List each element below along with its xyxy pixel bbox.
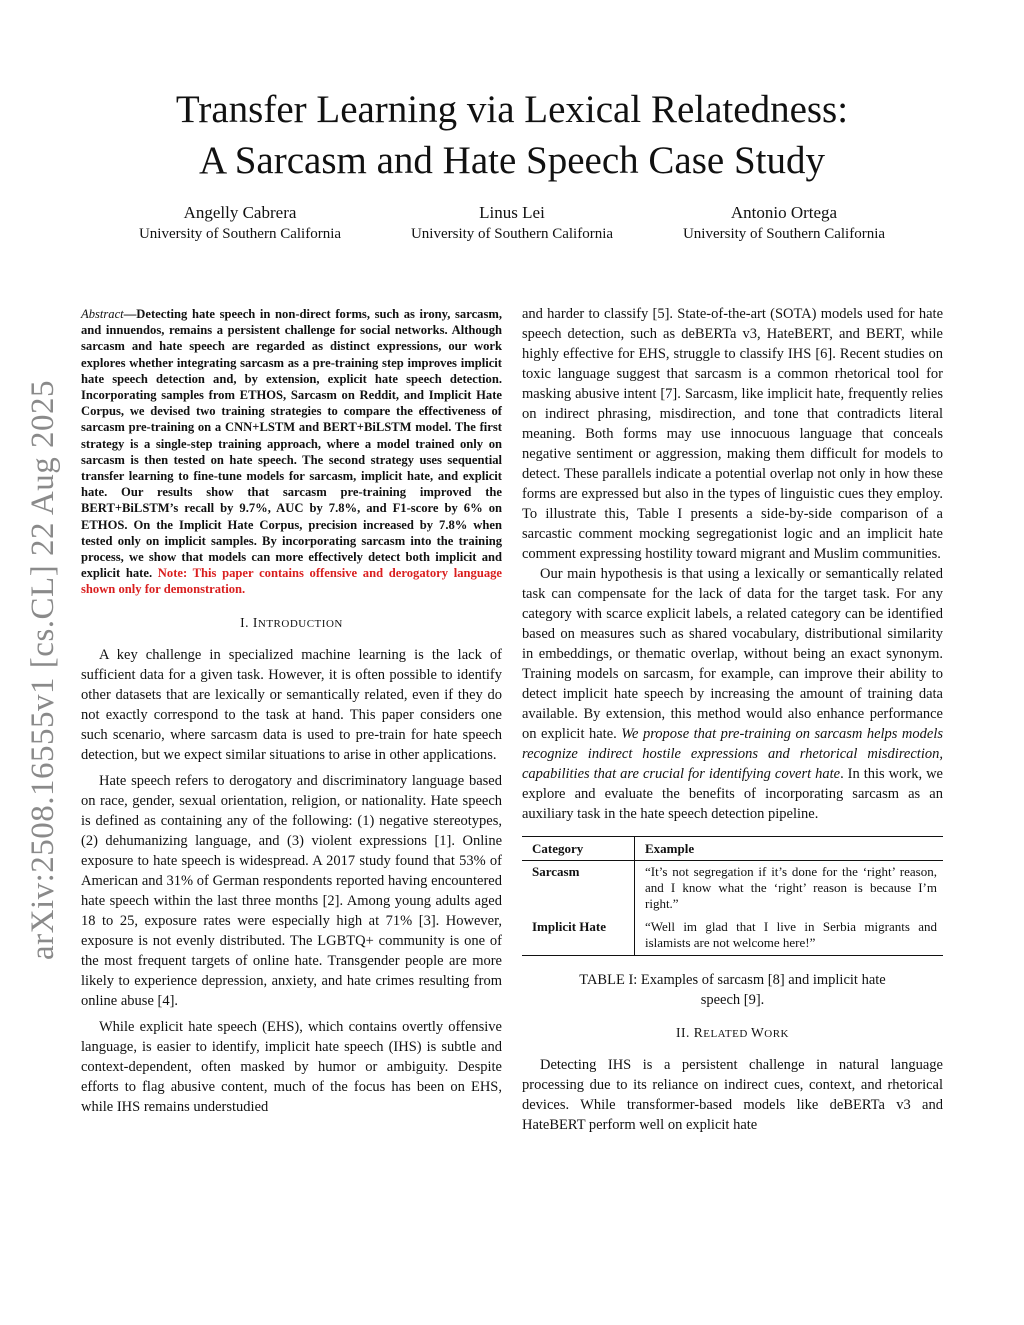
abstract: [81, 306, 502, 598]
table-cell-category: Implicit Hate: [522, 916, 635, 956]
author-name: Linus Lei: [479, 203, 545, 222]
title-line-1: Transfer Learning via Lexical Relatedness:: [175, 88, 849, 131]
author-affiliation: University of Southern California: [682, 226, 886, 242]
table-header-row: [522, 837, 943, 861]
examples-table: [522, 836, 943, 956]
table-caption: TABLE I: Examples of sarcasm [8] and implicit hate speech [9].: [579, 972, 886, 1008]
table-cell-category: Sarcasm: [532, 864, 580, 879]
abstract-body: —Detecting hate speech in non-direct forms, such as irony, sarcasm, and innuendos, remains a persistent challenge for social networks. Although sarcasm and hate speech are regarded as distinct expressions, our work explores whether integrating sarcasm as a pre-training step improves implicit hate speech detection and, by extension, explicit hate speech detection. Incorporating samples from ETHOS, Sarcasm on Reddit, and Implicit Hate Corpus, we devised two training strategies to compare the effectiveness of sarcasm pre-training on a CNN+LSTM and BERT+BiLSTM model. The first strategy is a single-step training approach, where a model trained only on sarcasm is then tested on hate speech. The second strategy uses sequential transfer learning to fine-tune models for sarcasm, implicit hate, and explicit hate. Our results show that sarcasm pre-training improved the BERT+BiLSTM’s recall by 9.7%, AUC by 7.8%, and F1-score by 6% on ETHOS. On the Implicit Hate Corpus, precision increased by 7.8% when tested only on implicit samples. By incorporating sarcasm into the training process, we show that models can more effectively detect both implicit and explicit hate.: [81, 307, 502, 581]
author-name: Antonio Ortega: [730, 203, 838, 222]
intro-paragraph-3: While explicit hate speech (EHS), which contains overtly offensive language, is easier to identify, implicit hate speech (IHS) is subtle and context-dependent, often masked by humor or ambiguity. Despite efforts to flag abusive content, much of the focus has been on EHS, while IHS remains understudied: [81, 1018, 502, 1115]
left-column: [81, 306, 502, 1117]
intro-paragraph-3-continued: and harder to classify [5]. State-of-the-art (SOTA) models used for hate speech detection, such as deBERTa v3, HateBERT, and BERT, while highly effective for EHS, struggle to classify IHS [6]. Recent studies on toxic language suggest that sarcasm is a common rhetorical tool for masking abusive intent [7]. Sarcasm, like implicit hate, frequently relies on indirect phrasing, misdirection, and tone that contradicts literal meaning. Both forms may use innocuous language that conceals negative sentiment or aggression, making them difficult for models to detect. These parallels indicate a potential overlap not only in how these forms are expressed but also in the types of linguistic cues they employ. To illustrate this, Table I presents a side-by-side comparison of a sarcastic comment mocking segregationist logic and an implicit hate comment expressing hostility toward migrant and Muslim communities.: [522, 306, 943, 562]
table-header-category: Category: [522, 837, 635, 861]
content-warning-note: Note: This paper contains offensive and derogatory language shown only for demonstration.: [81, 566, 503, 597]
main-hypothesis: We propose that pre-training on sarcasm helps models recognize indirect hostile expressions and rhetorical misdirection, capabilities that are crucial for identifying covert hate: [522, 726, 943, 782]
table-row: [522, 916, 943, 956]
author-1: [90, 202, 390, 244]
title-line-2: A Sarcasm and Hate Speech Case Study: [198, 139, 826, 182]
intro-paragraph-2: Hate speech refers to derogatory and discriminatory language based on race, gender, sexual orientation, religion, or nationality. Hate speech is defined as containing any of the following: (1) negative stereotypes, (2) dehumanizing language, and (3) violent expressions [1]. Online exposure to hate speech is widespread. A 2017 study found that 53% of American and 31% of German respondents reported having encountered hate speech within the last three months [2]. Among young adults aged 18 to 25, exposure rates were especially high at 71% [3]. However, exposure is not evenly distributed. The LGBTQ+ community is one of the most frequent targets of online hate. Transgender people are more likely to experience depression, anxiety, and hate crimes resulting from online abuse [4].: [81, 772, 502, 1009]
table-header-example: Example: [635, 837, 944, 861]
arxiv-identifier: arXiv:2508.16555v1 [cs.CL] 22 Aug 2025: [25, 380, 61, 960]
author-name: Angelly Cabrera: [183, 203, 297, 222]
table-cell-example: “It’s not segregation if it’s done for the ‘right’ reason, and I know what the ‘right’ reason is because I’m right.”: [635, 861, 944, 917]
author-3: [634, 202, 934, 244]
related-paragraph-1: Detecting IHS is a persistent challenge in natural language processing due to its reliance on indirect cues, context, and rhetorical devices. While transformer-based models like deBERTa v3 and HateBERT perform well on explicit hate: [522, 1057, 943, 1133]
table-row: [522, 861, 943, 917]
intro-paragraph-4: Our main hypothesis is that using a lexically or semantically related task can compensate for the lack of data for the target task. For any category with scarce explicit labels, a related category can be identified based on measures such as shared vocabulary, distributional similarity in embeddings, or thematic overlap, without being an exact synonym. Training models on sarcasm, for example, can improve their ability to detect implicit hate speech by increasing the amount of training data available. By extension, this method would also enhance performance on explicit hate. We propose that pre-training on sarcasm helps models recognize indirect hostile expressions and rhetorical misdirection, capabilities that are crucial for identifying covert hate. In this work, we explore and evaluate the benefits of incorporating sarcasm as an auxiliary task in the hate speech detection pipeline.: [522, 566, 943, 822]
author-affiliation: University of Southern California: [410, 226, 614, 242]
table-cell-example: “Well im glad that I live in Serbia migrants and islamists are not welcome here!”: [635, 916, 944, 956]
paper-title: [0, 84, 1024, 186]
section-heading-introduction: I. INTRODUCTION: [240, 614, 343, 630]
abstract-lead: Abstract: [81, 307, 124, 321]
author-affiliation: University of Southern California: [138, 226, 342, 242]
intro-paragraph-1: A key challenge in specialized machine learning is the lack of sufficient data for a given task. However, it is often possible to identify other datasets that are lexically or semantically related, even if they do not exactly correspond to the task at hand. This paper considers one such scenario, where sarcasm data is used to pre-train for hate speech detection, but we expect similar situations to arise in other applications.: [81, 646, 502, 763]
author-2: [362, 202, 662, 244]
section-heading-related-work: II. RELATED WORK: [675, 1025, 790, 1040]
right-column: [522, 304, 943, 1135]
